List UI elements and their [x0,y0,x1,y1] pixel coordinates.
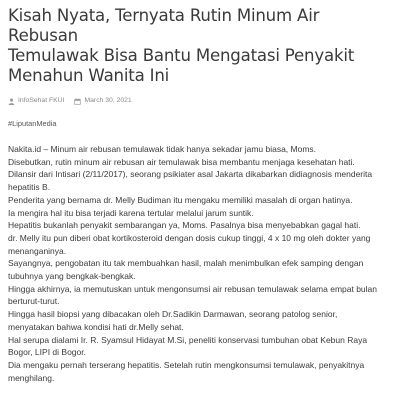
body-line: berturut-turut. [8,296,60,307]
body-line: Disebutkan, rutin minum air rebusan air temulawak bisa membantu menjaga kesehatan hati. [8,156,355,167]
article-title-line: Kisah Nyata, Ternyata Rutin Minum Air Rebusan [8,6,320,45]
body-line: menanganinya. [8,245,67,256]
body-line: Hal serupa dialami Ir. R. Syamsul Hidayat M.Si, peneliti konservasi tumbuhan obat Kebun Raya [8,334,368,345]
body-line: menyatakan bahwa kondisi hati dr.Melly sehat. [8,321,184,332]
article-title [8,6,391,86]
article-meta [8,96,391,106]
body-line: menghilang. [8,372,55,383]
body-line: Sayangnya, pengobatan itu tak membuahkan hasil, malah menimbulkan efek samping dengan [8,258,364,269]
body-line: Hingga akhirnya, ia memutuskan untuk mengonsumsi air rebusan temulawak selama empat bulan [8,283,377,294]
body-line: Nakita.id – Minum air rebusan temulawak tidak hanya sekadar jamu biasa, Moms. [8,144,317,154]
article-tag[interactable]: #LiputanMedia [8,119,57,128]
body-line: dr. Melly itu pun diberi obat kortikosteroid dengan dosis cukup tinggi, 4 x 10 mg oleh dokter yang [8,232,371,243]
body-line: hepatitis B. [8,182,51,193]
person-icon [8,98,15,105]
article-title-line: Menahun Wanita Ini [8,66,170,85]
publish-date: March 30, 2021 [84,97,132,104]
body-line: tubuhnya yang bengkak-bengkak. [8,271,136,282]
author-link[interactable]: InfoSehat FKUI [18,97,65,104]
article-title-line: Temulawak Bisa Bantu Mengatasi Penyakit [8,46,355,65]
calendar-icon [74,98,81,105]
body-line: Hepatitis bukanlah penyakit sembarangan ya, Moms. Pasalnya bisa menyebabkan gagal hati. [8,220,361,231]
body-line: Dia mengaku pernah terserang hepatitis. Setelah rutin mengkonsumsi temulawak, penyakitnya [8,359,365,370]
body-line: Ia mengira hal itu bisa terjadi karena tertular melalui jarum suntik. [8,207,254,218]
body-line: Bogor, LIPI di Bogor. [8,347,86,358]
body-line: Penderita yang bernama dr. Melly Budiman itu mengaku memiliki masalah di organ hatinya. [8,194,353,205]
body-line: Hingga hasil biopsi yang dibacakan oleh Dr.Sadikin Darmawan, seorang patolog senior, [8,309,338,320]
article-body [8,143,391,384]
body-line: Dilansir dari Intisari (2/11/2017), seorang psikiater asal Jakarta dikabarkan didiagnosis menderita [8,169,373,180]
